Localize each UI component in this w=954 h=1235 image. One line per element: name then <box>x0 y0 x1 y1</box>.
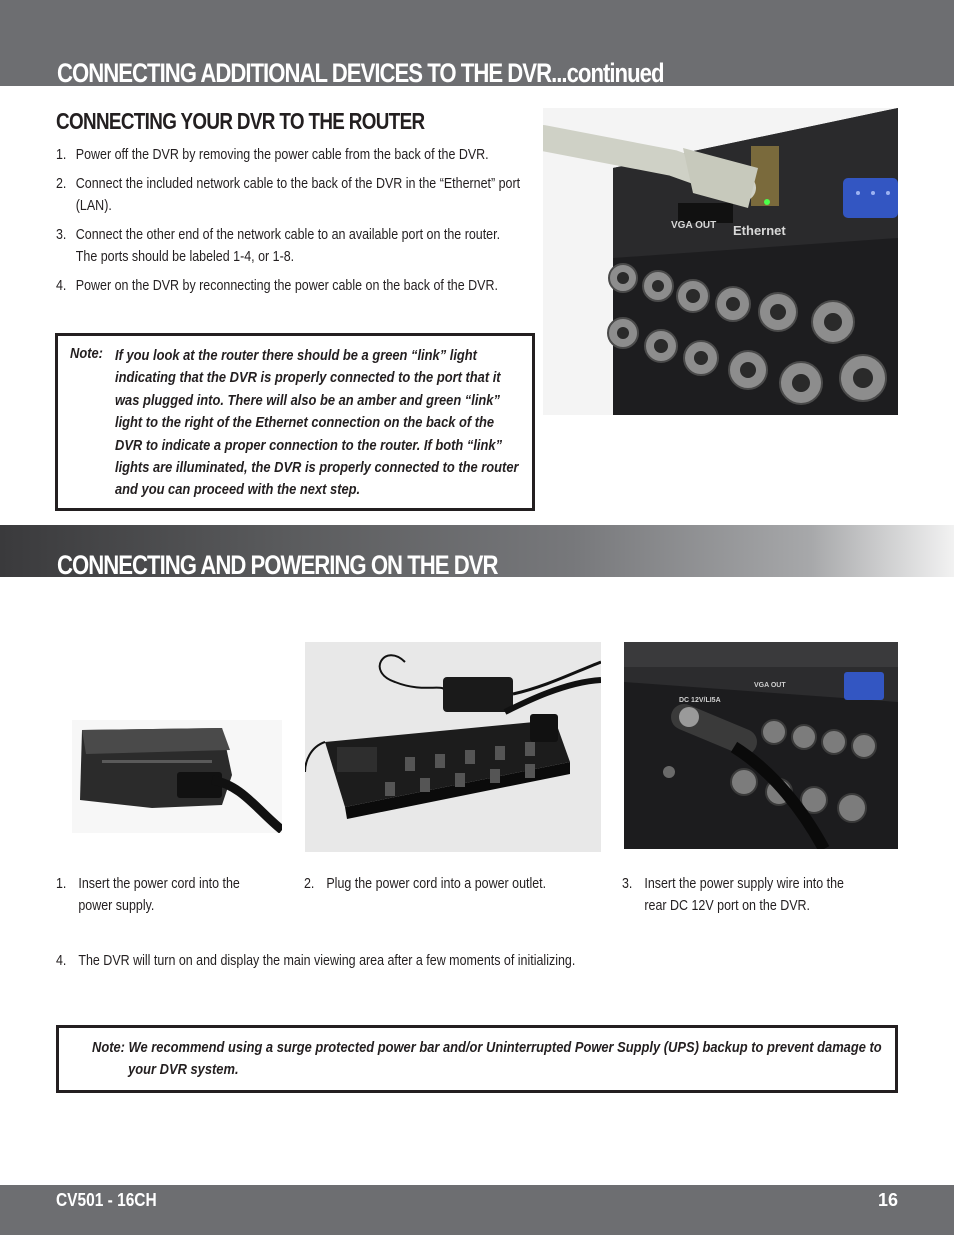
router-step: 2. Connect the included network cable to the back of the DVR in the “Ethernet” port (LAN). <box>56 176 521 214</box>
step4-text: The DVR will turn on and display the main viewing area after a few moments of initializing. <box>78 953 576 969</box>
ethernet-photo-art <box>543 108 898 415</box>
router-step-text: Connect the other end of the network cable to an available port on the router. The ports should be labeled 1-4, or 1-8. <box>75 227 501 265</box>
caption-text: Plug the power cord into a power outlet. <box>326 876 547 892</box>
ups-note-box <box>56 1025 898 1093</box>
header-band <box>0 0 954 86</box>
router-note-text: If you look at the router there should be a green “link” light indicating that the DVR is properly connected to the port that it was plugged into. There will also be an amber and green “link” light to the right of the Ethernet connection on the back of the DVR to indicate a proper connection to the router. If both “link” lights are illuminated, the DVR is properly connected to the router and you can proceed with the next step. <box>115 347 519 499</box>
ups-note-text: Note: We recommend using a surge protected power bar and/or Uninterrupted Power Supply (UPS) backup to prevent damage to your DVR system. <box>92 1039 882 1079</box>
power-bar-art <box>305 642 601 852</box>
router-section-title: CONNECTING YOUR DVR TO THE ROUTER <box>56 108 425 134</box>
ethernet-photo <box>543 108 898 415</box>
page-number: 16 <box>877 1190 898 1210</box>
model-number: CV501 - 16CH <box>56 1190 157 1210</box>
caption-text: Insert the power cord into the power supply. <box>78 876 240 914</box>
power-caption-3: 3. Insert the power supply wire into the rear DC 12V port on the DVR. <box>622 873 863 917</box>
power-caption-1: 1. Insert the power cord into the power supply. <box>56 873 254 917</box>
vga-out-label: VGA OUT <box>671 220 717 231</box>
section-band <box>0 525 954 577</box>
power-section-title: CONNECTING AND POWERING ON THE DVR <box>57 550 498 577</box>
page-title: CONNECTING ADDITIONAL DEVICES TO THE DVR...continued <box>57 58 664 86</box>
router-step: 1. Power off the DVR by removing the power cable from the back of the DVR. <box>56 147 489 163</box>
footer-band <box>0 1185 954 1235</box>
power-step-4: 4. The DVR will turn on and display the main viewing area after a few moments of initializing. <box>56 950 744 972</box>
dvr-dc-port-art <box>624 642 898 849</box>
router-step: 4. Power on the DVR by reconnecting the power cable on the back of the DVR. <box>56 278 498 294</box>
dc-port-label: DC 12V/LI5A <box>679 697 721 704</box>
power-supply-photo <box>72 720 282 833</box>
router-note-box <box>55 333 535 511</box>
router-step-text: Connect the included network cable to the back of the DVR in the “Ethernet” port (LAN). <box>75 176 521 214</box>
router-step: 3. Connect the other end of the network cable to an available port on the router. The ports should be labeled 1-4, or 1-8. <box>56 227 501 265</box>
power-caption-2: 2. Plug the power cord into a power outlet. <box>304 873 562 895</box>
caption-text: Insert the power supply wire into the rear DC 12V port on the DVR. <box>644 876 844 914</box>
router-steps-list <box>56 144 526 304</box>
router-step-text: Power on the DVR by reconnecting the power cable on the back of the DVR. <box>75 278 498 294</box>
router-step-text: Power off the DVR by removing the power cable from the back of the DVR. <box>75 147 489 163</box>
power-supply-art <box>72 720 282 833</box>
ethernet-label: Ethernet <box>733 223 786 238</box>
dvr-dc-port-photo <box>624 642 898 849</box>
note-label: Note: <box>70 345 103 362</box>
vga-label: VGA OUT <box>754 682 786 689</box>
power-bar-photo <box>305 642 601 852</box>
